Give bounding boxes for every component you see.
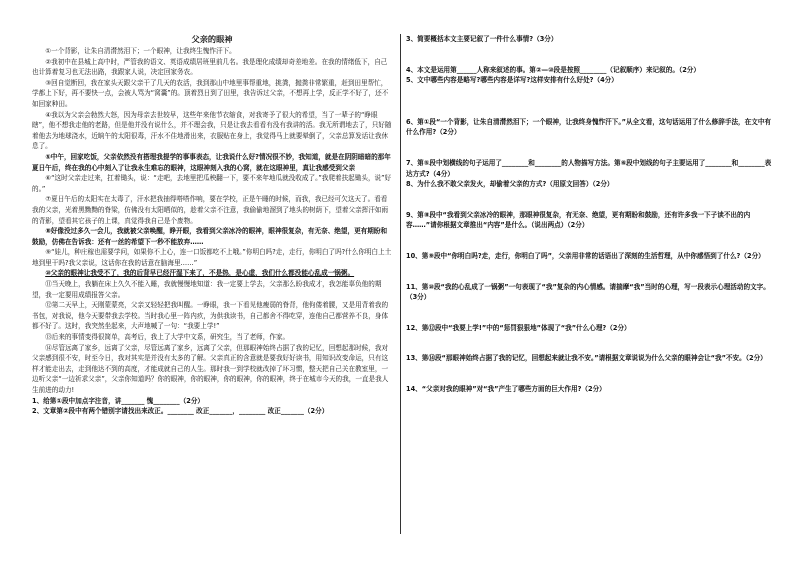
question-8: 8、为什么我不敢父亲发火，却偷着父亲的方式?（用原文回答）（2分）	[406, 180, 614, 189]
question-6: 6、第①段“一个背影，让朱自清潸然泪下；一个眼神，让我终身愧怍汗下。”从全文看，这句话运用了什么修辞手法，在文中有什么作用?（2分）	[406, 117, 772, 137]
question-4: 4、本文是运用第______人称来叙述的事。第②—⑩段是按照________（记叙顺序）来记叙的。（2分）	[406, 65, 700, 74]
question-1: 1、给第①段中加点字注音，讲_______ 愧________（2分）	[32, 396, 205, 405]
answer-space-9[interactable]	[406, 231, 776, 251]
paragraph-7: ⑦夏日午后的太阳实在太毒了，汗水把我抽得嗒嗒作响，要在学校，正是午睡的时候，而我，我已经可欠这天了。看看我的父亲，光着黑黝黝的脊梁，仿佛没有太阳晒似的，趁着父亲不注意，我偷偷地溜到了地头的树荫下，望着父亲挥汗如雨的背影，望看其它孩子的上课，真觉得我自己是个废物。	[32, 195, 389, 225]
answer-space-8[interactable]	[406, 190, 776, 210]
question-12: 12、第⑫段中“我要上学!”中的“惩罚狠狠地”体现了“我”什么心理?（2分）	[406, 323, 631, 332]
answer-space-13[interactable]	[406, 364, 776, 384]
answer-space-12[interactable]	[406, 333, 776, 353]
answer-space-3[interactable]	[406, 45, 776, 65]
question-3: 3、简要概括本文主要记叙了一件什么事情?（3分）	[406, 35, 558, 43]
question-13: 13、第⑭段“那眼神始终占据了我的记忆，回想起来就让我不安。”请根据文章说说为什么父亲的眼神会让“我”不安。（2分）	[406, 354, 767, 363]
paragraph-5: ⑤中午，回家吃饭，父亲依然没有搭理我提学的事事表态，让我说什么好?情况很不妙，我知道，就是在阴阴暗暗的那年夏日午后，终在我的心中刻入了让我永生难忘的眼神，这眼神刻入我的心窝，就在这眼神里，真让我感受到父亲	[32, 152, 391, 172]
answer-space-10[interactable]	[406, 262, 776, 282]
question-14: 14、“父亲对我的眼神”对“我”产生了哪些方面的巨大作用?（2分）	[406, 384, 606, 393]
paragraph-12: ⑫第二天早上，天刚蒙蒙亮，父亲又轻轻把我叫醒。一睁眼，我一下看见他瘦弱的脊背，他佝偻着腰，又是用背着我的书包，对我说，他今天要带我去学校。当时我心里一阵内疚，为供我读书，自己都舍不得吃穿，连他自己都营养不良，身体都不好了。这时，我突然坐起来，大声地喊了一句：“我要上学!”	[32, 301, 389, 331]
paragraph-1: ①一个背影，让朱自清潸然泪下；一个眼神，让我终生愧怍汗下。	[45, 47, 236, 55]
paragraph-3: ③回自觉断回，我在家头天跟父亲干了几天的农活，我到那山中地里事帮重地，挑粪，抛粪非常繁重，赶到田里帮忙，学都上下好，再不要快一点，会被人骂为“窝囊”的。顶着烈日到了田里，我告诉过父亲，不想再上学，反正学不好了，还不如回家种田。	[32, 78, 389, 108]
questions-column	[406, 34, 776, 395]
question-10: 10、第⑨段中“你明白吗?走，走行，你明白了吗”，父亲用非常的话语出了深刻的生活哲理，从中你感悟到了什么?（2分）	[406, 251, 765, 260]
paragraph-2: ②我初中在县城上高中时，严管我的语文、英语成绩居班里前几名。我是理化成绩却奇差地差。在我的情绪低下，自己也计算着复习也无法出路，我跟家人说，决定回家务农。	[32, 57, 388, 77]
reading-passage-column	[32, 34, 392, 417]
answer-space-6[interactable]	[406, 138, 776, 158]
article-title: 父亲的眼神	[191, 34, 233, 44]
question-2: 2、文章第②段中有两个错别字请找出来改正。________ 改正_______，________ 改正_______（2分）	[32, 407, 329, 416]
paragraph-10: ⑩父亲的眼神让我受不了，我的后背早已经汗湿下来了，不是热，是心虚，我们什么都没能心乱成一锅粥。	[45, 269, 355, 278]
paragraph-9: ⑨“娃儿，种庄稼也需要学问，如果你不上心，连一口饭都吃不上哦。”你明白吗?走，走行，你明白了吗?什么你明白上土地到里干吗?我父亲说，这话你在我的话意在脑海里……”	[32, 248, 392, 267]
answer-space-11[interactable]	[406, 303, 776, 323]
paragraph-4: ④我以为父亲会勃然大怒，因为母亲去世较早，这些年来他节衣缩食，对我寄予了很大的希望，当了一辈子的“睁眼瞎”，他不想我走他的老路，但是他并没有说什么，并不理会我，只是让我去看看有没有我讲的活。我无所谓地去了，只好随着他去为地球浇水，近晌午的太阳很毒，汗水不住地滑出来，衣服贴在身上，我觉得马上就要晕倒了，父亲总算发话让我休息了。	[32, 110, 392, 151]
answer-space-5[interactable]	[406, 86, 776, 117]
question-5: 5、文中哪些内容是略写?哪些内容是详写?这样安排有什么好处?（4分）	[406, 76, 618, 85]
paragraph-13: ⑬后来的事情变得很简单，高考后，我上了大学中文系，研究生，当了老师，作家。	[45, 333, 290, 342]
paragraph-8: ⑧好像没过多久一会儿，我就被父亲唤醒，睁开眼，我看到父亲冰冷的眼神，眼神很复杂，有无奈、绝望，更有期盼和鼓励，仿佛在告诉我：还有一丝的希望下一秒不能放弃……	[32, 227, 388, 246]
paragraph-11: ⑪当天晚上，我躺在床上久久不能入睡，我就慢慢地知道：我一定要上学去，父亲那么盼我成才，我怎能辜负他的期望，我一定要用成绩报答父亲。	[32, 280, 382, 299]
question-7: 7、第⑤段中划横线的句子运用了________和________的人物描写方法。第⑥段中划线的句子主要运用了________和________表达方式?（4分）	[406, 158, 772, 178]
paragraph-14: ⑭尽管远离了家乡，远离了父亲，尽管远离了家乡，远离了父亲，但那眼神始终占据了我的记忆，回想起那时候，我对父亲感到很不安，时至今日，我对其实是并没有太多的了解。父亲真正的含意就是要我好好读书，用知识改变命运，只有这样才能走出去，走到他达不到的高度，才能成就自己的人生。那时我一到学校就改掉了坏习惯，整天把自己关在教室里，一边听父亲“一边祈求父亲”，父亲你知道吗？你的眼神，你的眼神，你的眼神，你的眼神，终于在城市今天的我，一直是我人生前进的动力!	[32, 343, 389, 394]
column-divider	[400, 34, 401, 534]
question-9: 9、第⑧段中“我看到父亲冰冷的眼神，那眼神很复杂，有无奈、绝望，更有期盼和鼓励，还有许多我一下子读不出的内容……”请你根据文章推出“内容”是什么。（说出两点）（2分）	[406, 210, 751, 230]
paragraph-6: ⑥“这时父亲走过来，扛着锄头，说：“走吧，去地里把瓜秧翻一下，要不来年地瓜就没收成了。”我爬着扶起锄头，说”好的。”	[32, 174, 392, 193]
question-11: 11、第⑩段“我的心乱成了一锅粥”一句表现了“我”复杂的内心情感。请揣摩“我”当时的心理，写一段表示心理活动的文字。（3分）	[406, 282, 770, 302]
